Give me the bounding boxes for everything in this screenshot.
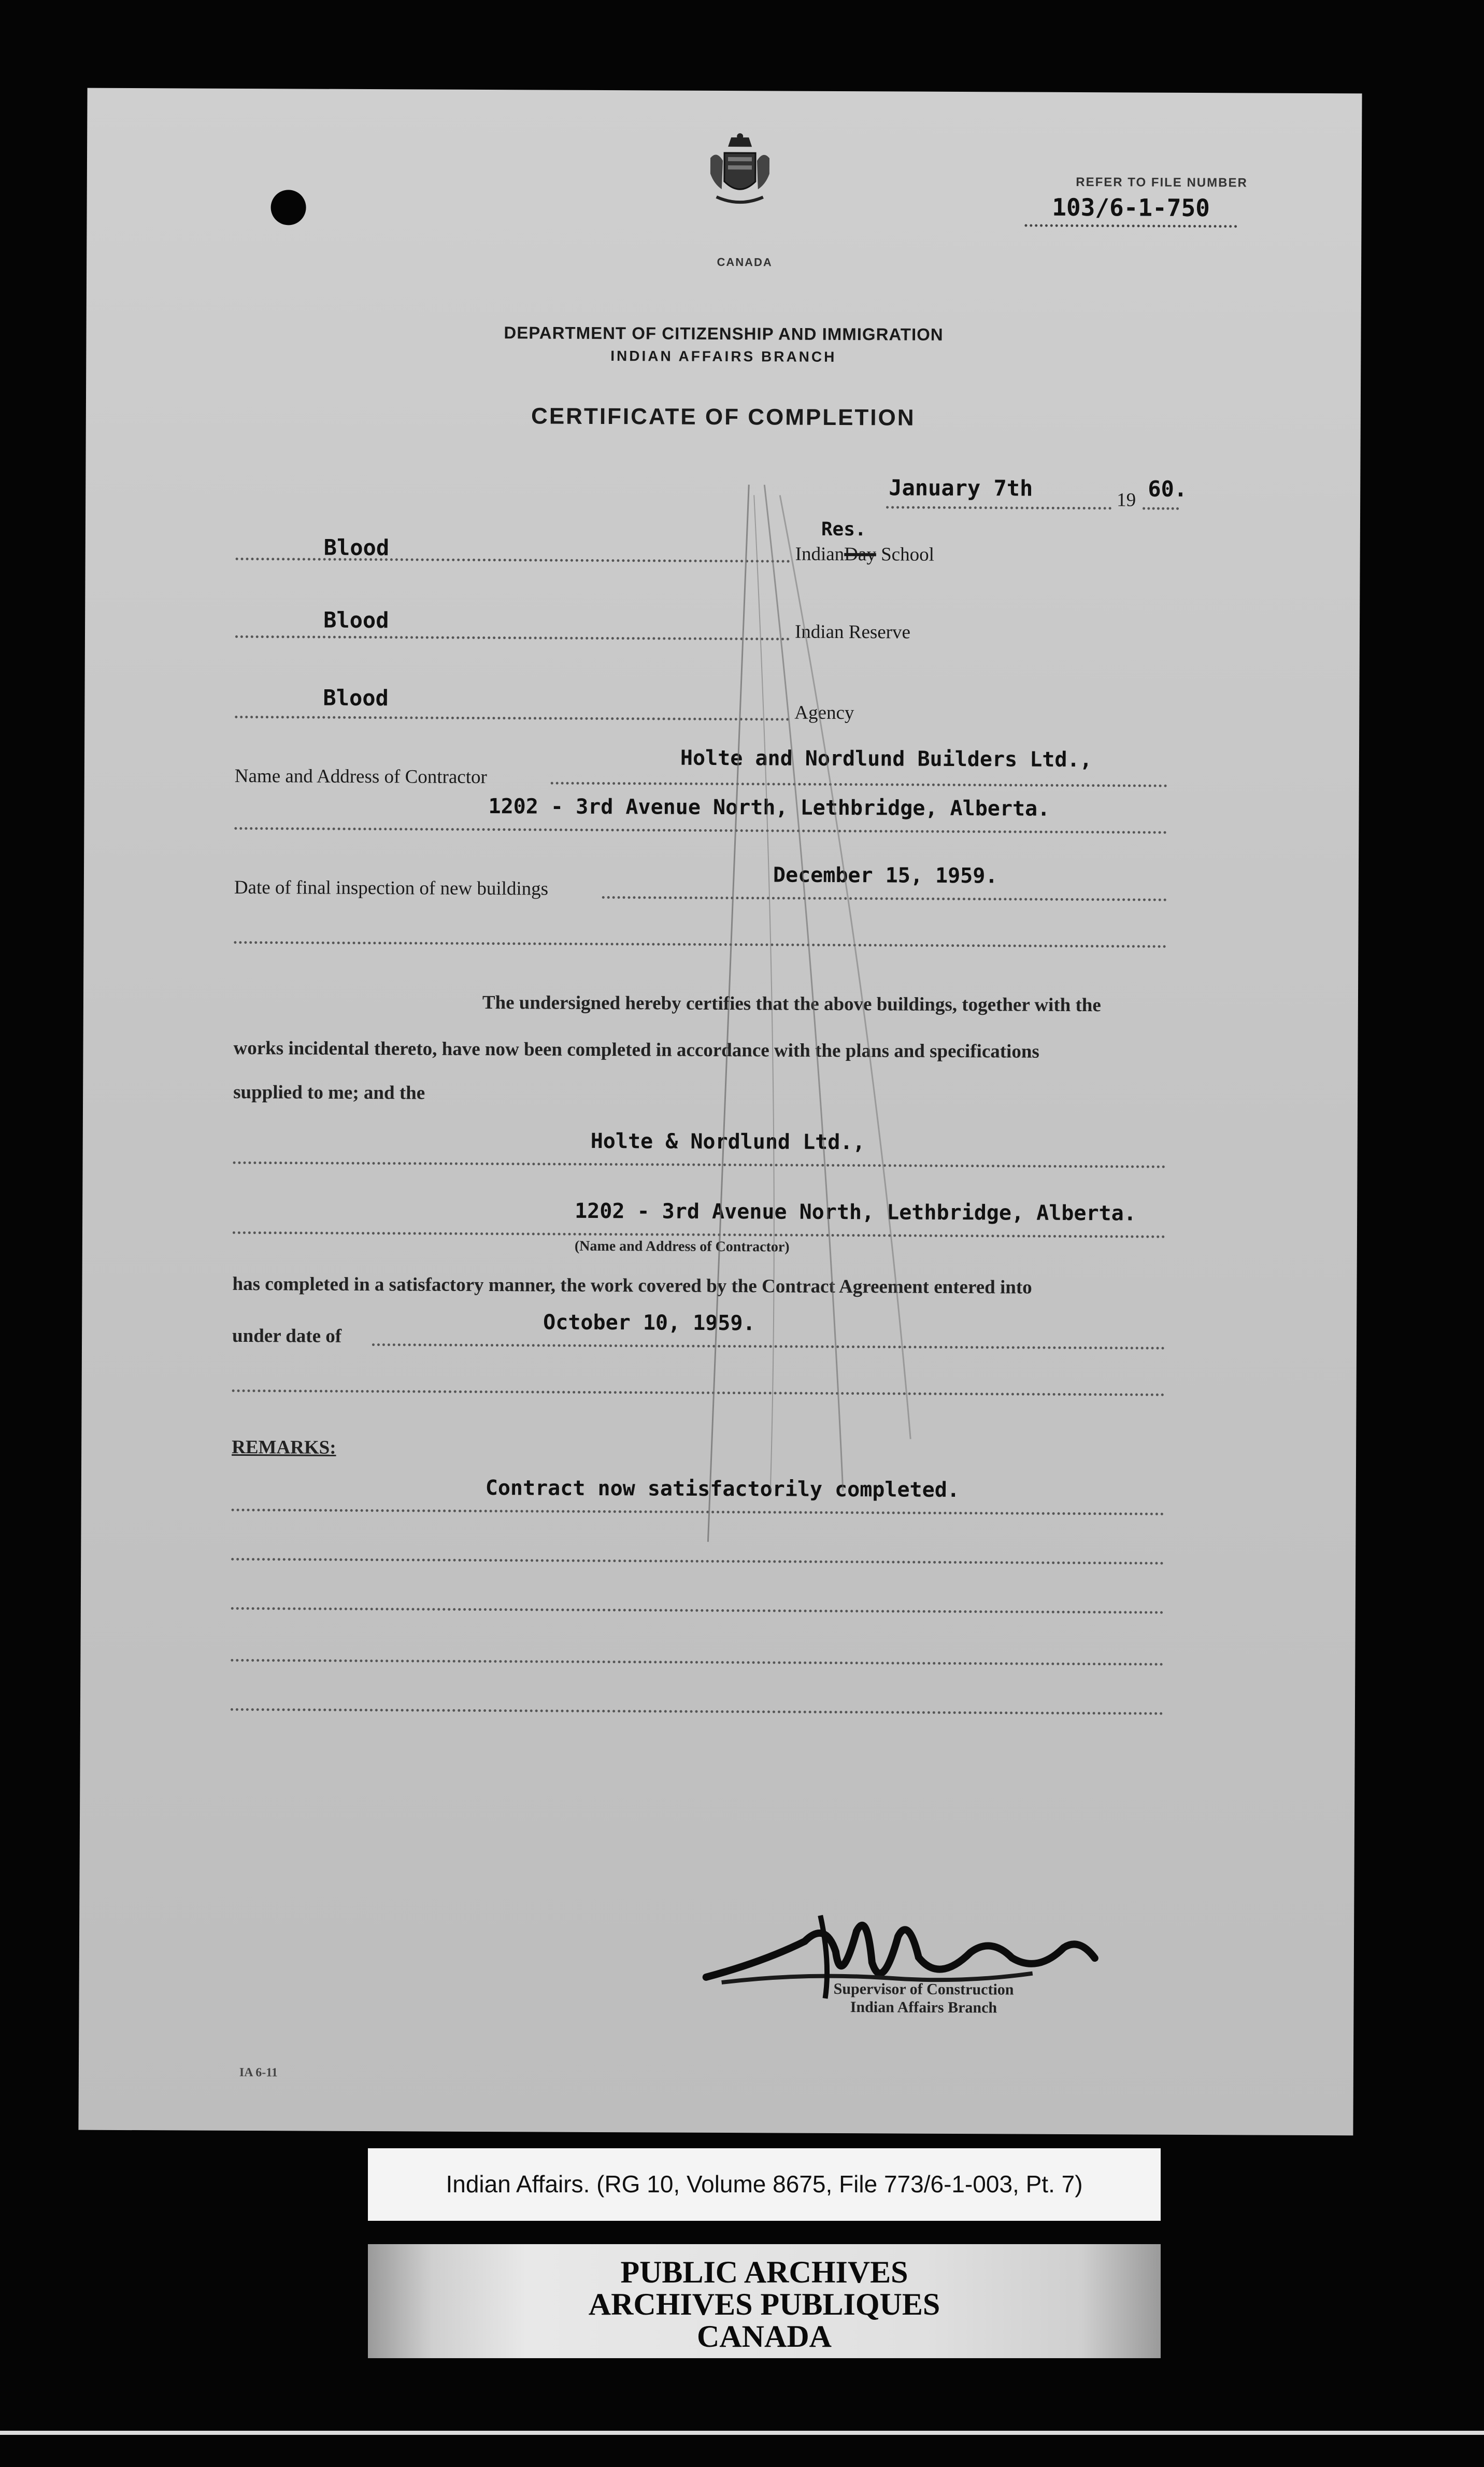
document-title: CERTIFICATE OF COMPLETION — [531, 403, 916, 431]
school-value: Blood — [323, 534, 390, 561]
bottom-divider — [0, 2431, 1484, 2435]
remarks-text: Contract now satisfactorily completed. — [485, 1476, 960, 1502]
contractor-label: Name and Address of Contractor — [234, 765, 487, 788]
archive-caption-text: Indian Affairs. (RG 10, Volume 8675, File 773/6-1-003, Pt. 7) — [446, 2171, 1083, 2197]
inspection-date: December 15, 1959. — [773, 863, 998, 888]
department-name: DEPARTMENT OF CITIZENSHIP AND IMMIGRATION — [504, 323, 944, 344]
form-code: IA 6-11 — [239, 2065, 278, 2080]
certification-line-3: supplied to me; and the — [233, 1081, 425, 1104]
school-inserted-word: Res. — [821, 518, 866, 541]
stamp-line-2: ARCHIVES PUBLIQUES — [588, 2287, 940, 2321]
agency-value: Blood — [323, 685, 389, 711]
certification-line-2: works incidental thereto, have now been completed in accordance with the plans and specifications — [233, 1037, 1039, 1062]
remarks-label: REMARKS: — [232, 1436, 336, 1458]
under-date-label: under date of — [232, 1325, 342, 1347]
paper-creases — [78, 88, 1362, 2136]
stamp-line-3: CANADA — [697, 2319, 832, 2353]
reserve-value: Blood — [323, 607, 389, 633]
archive-stamp — [368, 2244, 1161, 2358]
branch-name: INDIAN AFFAIRS BRANCH — [610, 348, 837, 365]
date-century: 19 — [1117, 489, 1136, 511]
certificate-page — [78, 88, 1362, 2136]
reserve-label: Indian Reserve — [794, 621, 911, 643]
struck-word: Day — [844, 544, 876, 565]
signatory-title: Supervisor of Construction — [833, 1980, 1014, 1998]
file-number: 103/6-1-750 — [1024, 193, 1237, 228]
certification-line-1: The undersigned hereby certifies that the above buildings, together with the — [482, 991, 1101, 1016]
inspection-label: Date of final inspection of new buildings — [234, 876, 549, 900]
signatory-branch: Indian Affairs Branch — [850, 1998, 997, 2017]
school-prefix: Indian — [795, 543, 845, 565]
archive-caption — [368, 2148, 1161, 2221]
contractor-address: 1202 - 3rd Avenue North, Lethbridge, Alberta. — [488, 795, 1050, 821]
stamp-line-1: PUBLIC ARCHIVES — [620, 2255, 908, 2289]
contractor-name: Holte and Nordlund Builders Ltd., — [680, 746, 1092, 772]
date-month-day: January 7th — [889, 475, 1033, 501]
certified-contractor-name: Holte & Nordlund Ltd., — [590, 1129, 865, 1155]
date-year: 60. — [1148, 476, 1188, 502]
contractor-caption: (Name and Address of Contractor) — [574, 1238, 790, 1255]
file-number-label: REFER TO FILE NUMBER — [1076, 175, 1248, 190]
certified-contractor-address: 1202 - 3rd Avenue North, Lethbridge, Alberta. — [575, 1199, 1136, 1226]
school-suffix: School — [881, 544, 935, 565]
certification-line-4: has completed in a satisfactory manner, the work covered by the Contract Agreement entered into — [232, 1273, 1032, 1298]
under-date: October 10, 1959. — [543, 1310, 755, 1336]
crest-caption: CANADA — [717, 255, 773, 269]
agency-label: Agency — [794, 702, 854, 724]
